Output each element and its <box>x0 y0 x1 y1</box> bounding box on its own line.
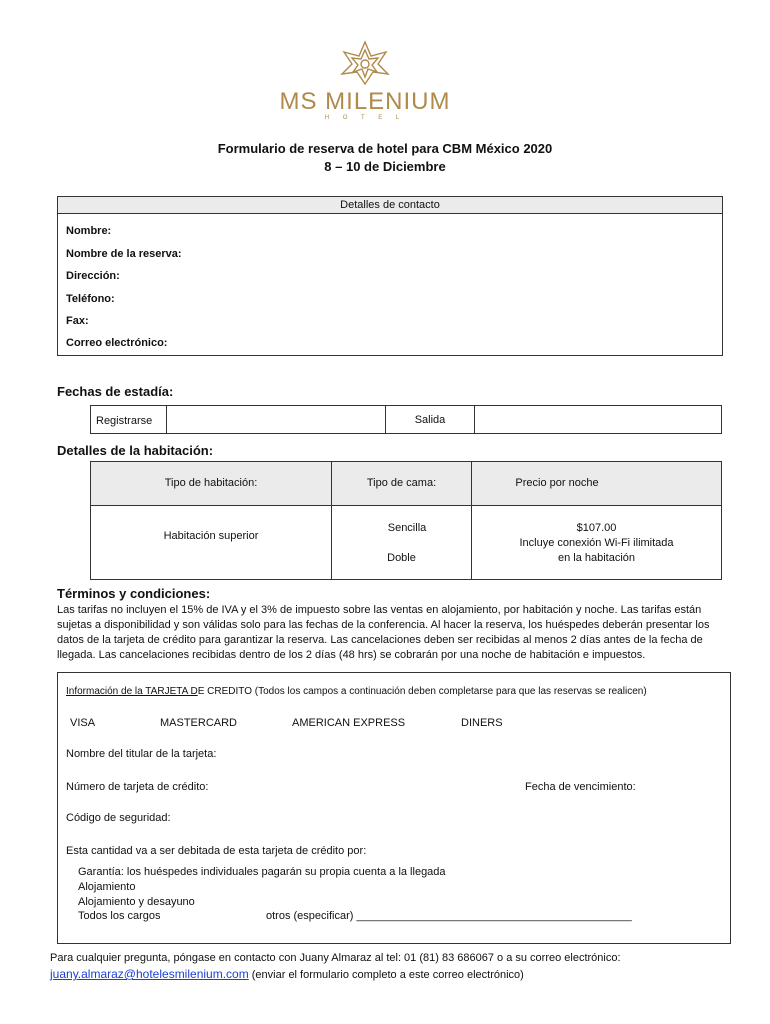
checkout-input[interactable] <box>475 406 720 433</box>
col-bed-type: Tipo de cama: <box>366 477 437 489</box>
field-card-number[interactable]: Número de tarjeta de crédito: <box>66 781 209 793</box>
option-lodging[interactable]: Alojamiento <box>78 881 136 893</box>
option-lodging-breakfast[interactable]: Alojamiento y desayuno <box>78 896 195 908</box>
card-brand-mastercard[interactable]: MASTERCARD <box>160 717 238 729</box>
field-phone[interactable]: Teléfono: <box>66 293 115 305</box>
checkin-label: Registrarse <box>91 406 167 433</box>
hotel-logo <box>250 40 480 130</box>
card-brand-amex[interactable]: AMERICAN EXPRESS <box>292 717 406 729</box>
card-brand-visa[interactable]: VISA <box>70 717 96 729</box>
field-fax[interactable]: Fax: <box>66 315 89 327</box>
field-cardholder[interactable]: Nombre del titular de la tarjeta: <box>66 748 217 760</box>
terms-text: Las tarifas no incluyen el 15% de IVA y el 3% de impuesto sobre las ventas en alojamiento, por habitación y noche. Las tarifas están sujetas a disponibilidad y son válidas solo para las fechas de la conferencia. Al hacer la reserva, los huéspedes deberán presentar los datos de la tarjeta de crédito para garantizar la reserva. Las cancelaciones deben ser recibidas al menos 2 días antes de la fecha de llegada. Las cancelaciones recibidas dentro de los 2 días (48 hrs) se cobrarán por una noche de habitación e impuestos. <box>57 604 710 661</box>
card-heading-underlined: Información de la TARJETA D <box>66 686 198 697</box>
field-expiry[interactable]: Fecha de vencimiento: <box>525 781 636 793</box>
field-name[interactable]: Nombre: <box>66 225 112 237</box>
field-security-code[interactable]: Código de seguridad: <box>66 812 171 824</box>
terms-heading: Términos y condiciones: <box>57 586 211 601</box>
price-note-room: en la habitación <box>557 552 636 564</box>
bed-double: Doble <box>387 552 416 564</box>
room-heading: Detalles de la habitación: <box>57 443 214 458</box>
card-heading <box>66 686 647 697</box>
room-details-table <box>90 461 722 580</box>
brand-name: MS MILENIUM <box>279 88 451 115</box>
star-ornament-icon <box>326 40 404 86</box>
footer-email-line <box>50 966 750 983</box>
form-title: Formulario de reserva de hotel para CBM México 2020 <box>217 141 553 156</box>
bed-single: Sencilla <box>387 522 427 534</box>
card-heading-rest: E CREDITO (Todos los campos a continuación deben completarse para que las reservas se realicen) <box>197 686 647 697</box>
footer-line: Para cualquier pregunta, póngase en contacto con Juany Almaraz al tel: 01 (81) 83 686067 o a su correo electrónico: <box>50 952 621 964</box>
col-room-type: Tipo de habitación: <box>164 477 258 489</box>
field-email[interactable]: Correo electrónico: <box>66 337 168 349</box>
option-all-charges[interactable]: Todos los cargos <box>78 910 161 922</box>
field-address[interactable]: Dirección: <box>66 270 120 282</box>
field-reservation-name[interactable]: Nombre de la reserva: <box>66 248 182 260</box>
price-value: $107.00 <box>576 522 617 534</box>
contact-heading: Detalles de contacto <box>58 197 722 214</box>
contact-footer <box>50 950 750 983</box>
room-type-value: Habitación superior <box>163 530 259 542</box>
card-brand-diners[interactable]: DINERS <box>461 717 503 729</box>
email-link[interactable]: juany.almaraz@hotelesmilenium.com <box>50 967 249 981</box>
brand-subtitle: H O T E L <box>324 115 406 121</box>
checkout-label: Salida <box>386 406 475 433</box>
charge-intro: Esta cantidad va a ser debitada de esta tarjeta de crédito por: <box>66 845 367 857</box>
option-guarantee[interactable]: Garantía: los huéspedes individuales pagarán su propia cuenta a la llegada <box>78 866 446 878</box>
checkin-input[interactable] <box>167 406 386 433</box>
stay-heading: Fechas de estadía: <box>57 384 174 399</box>
price-note-wifi: Incluye conexión Wi-Fi ilimitada <box>519 537 674 549</box>
event-dates: 8 – 10 de Diciembre <box>324 159 446 174</box>
contact-details-table <box>57 196 723 356</box>
credit-card-section <box>57 672 731 944</box>
footer-note: (enviar el formulario completo a este correo electrónico) <box>248 969 524 981</box>
stay-dates-table <box>90 405 722 434</box>
option-other[interactable]: otros (especificar) _____________________________________________ <box>266 910 632 922</box>
col-price: Precio por noche <box>515 477 599 489</box>
